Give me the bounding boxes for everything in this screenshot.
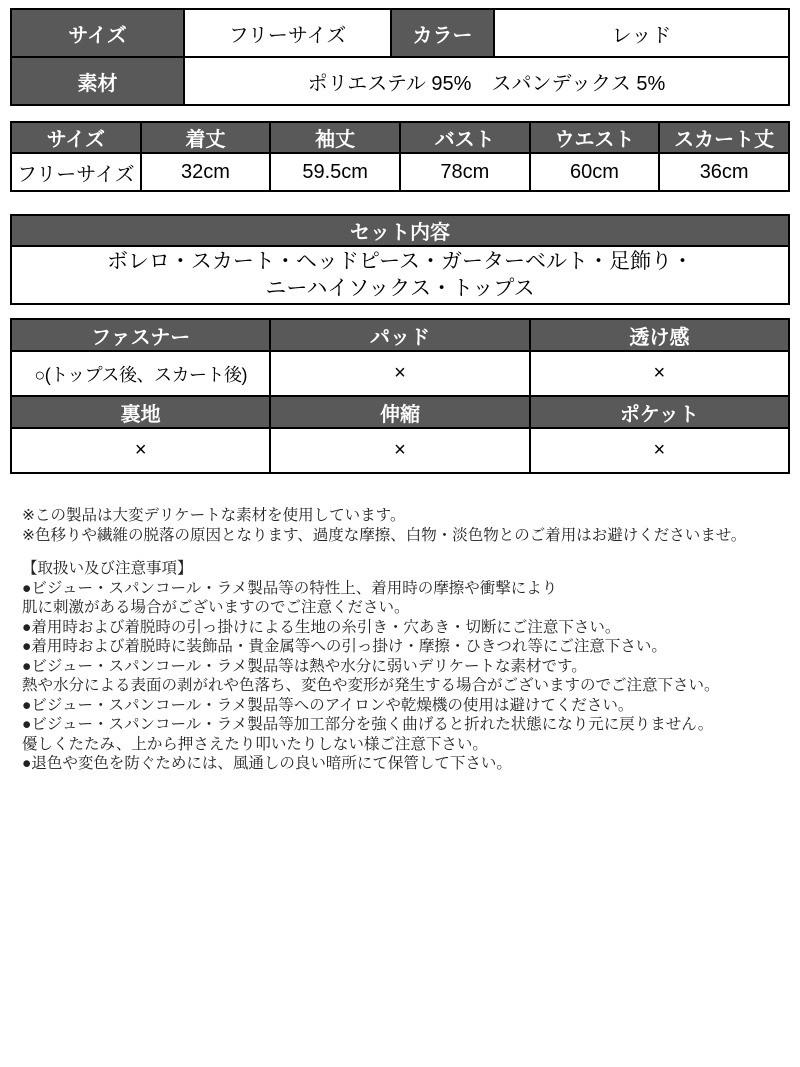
lining-value: × <box>11 428 270 473</box>
stretch-value: × <box>270 428 529 473</box>
care-line-10: ●退色や変色を防ぐためには、風通しの良い暗所にて保管して下さい。 <box>22 755 512 772</box>
fastener-header: ファスナー <box>11 319 270 351</box>
care-line-4: ●着用時および着脱時に装飾品・貴金属等への引っ掛け・摩擦・ひきつれ等にご注意下さい。 <box>22 638 667 655</box>
measurements-table <box>10 121 790 192</box>
set-contents-header-row <box>11 215 789 246</box>
measurements-size-value: フリーサイズ <box>11 153 141 191</box>
care-line-3: ●着用時および着脱時の引っ掛けによる生地の糸引き・穴あき・切断にご注意下さい。 <box>22 618 621 636</box>
measurements-bust-value: 78cm <box>400 153 530 191</box>
measurements-skirt-value: 36cm <box>659 153 789 191</box>
measurements-sleeve-value: 59.5cm <box>270 153 400 191</box>
measurements-header-size: サイズ <box>11 122 141 153</box>
spec-row-size-color <box>11 9 789 57</box>
measurements-header-length: 着丈 <box>141 122 271 153</box>
pad-header: パッド <box>270 319 529 351</box>
measurements-header-sleeve: 袖丈 <box>270 122 400 153</box>
material-note-line-2: ※色移りや繊維の脱落の原因となります、過度な摩擦、白物・淡色物とのご着用はお避けくださいませ。 <box>22 526 747 544</box>
features-value-row-2 <box>11 428 789 473</box>
set-contents-table <box>10 214 790 305</box>
sheerness-header: 透け感 <box>530 319 789 351</box>
material-label-cell: 素材 <box>11 57 184 105</box>
size-value-cell: フリーサイズ <box>184 9 391 57</box>
measurements-header-waist: ウエスト <box>530 122 660 153</box>
material-note-line-1: ※この製品は大変デリケートな素材を使用しています。 <box>22 507 406 524</box>
measurements-waist-value: 60cm <box>530 153 660 191</box>
color-value-cell: レッド <box>494 9 789 57</box>
care-line-9: 優しくたたみ、上から押さえたり叩いたりしない様ご注意下さい。 <box>22 735 488 753</box>
pocket-value: × <box>530 428 789 473</box>
pad-value: × <box>270 351 529 396</box>
set-contents-value-row <box>11 246 789 304</box>
fastener-value: ○(トップス後、スカート後) <box>11 351 270 396</box>
care-title: 【取扱い及び注意事項】 <box>22 560 193 577</box>
care-instructions <box>22 559 790 774</box>
pocket-header: ポケット <box>530 396 789 428</box>
set-contents-title: セット内容 <box>11 215 789 246</box>
features-header-row-1 <box>11 319 789 351</box>
size-label-cell: サイズ <box>11 9 184 57</box>
measurements-header-row <box>11 122 789 153</box>
measurements-value-row <box>11 153 789 191</box>
measurements-header-bust: バスト <box>400 122 530 153</box>
stretch-header: 伸縮 <box>270 396 529 428</box>
care-line-1: ●ビジュー・スパンコール・ラメ製品等の特性上、着用時の摩擦や衝撃により <box>22 579 558 597</box>
care-line-2: 肌に刺激がある場合がございますのでご注意ください。 <box>22 599 410 616</box>
set-contents-line-1: ボレロ・スカート・ヘッドピース・ガーターベルト・足飾り・ <box>106 250 694 273</box>
features-value-row-1 <box>11 351 789 396</box>
spec-row-material <box>11 57 789 105</box>
care-line-8: ●ビジュー・スパンコール・ラメ製品等加工部分を強く曲げると折れた状態になり元に戻りません。 <box>22 716 714 733</box>
material-notes <box>22 506 790 545</box>
material-value-cell: ポリエステル 95% スパンデックス 5% <box>184 57 789 105</box>
care-line-5: ●ビジュー・スパンコール・ラメ製品等は熱や水分に弱いデリケートな素材です。 <box>22 657 587 675</box>
set-contents-value-cell <box>11 246 789 304</box>
sheerness-value: × <box>530 351 789 396</box>
features-table <box>10 318 790 474</box>
measurements-length-value: 32cm <box>141 153 271 191</box>
spec-table <box>10 8 790 106</box>
set-contents-line-2: ニーハイソックス・トップス <box>265 277 535 300</box>
lining-header: 裏地 <box>11 396 270 428</box>
care-line-6: 熱や水分による表面の剥がれや色落ち、変色や変形が発生する場合がございますのでご注意下さい。 <box>22 677 720 694</box>
measurements-header-skirt: スカート丈 <box>659 122 789 153</box>
features-header-row-2 <box>11 396 789 428</box>
care-line-7: ●ビジュー・スパンコール・ラメ製品等へのアイロンや乾燥機の使用は避けてください。 <box>22 696 634 714</box>
color-label-cell: カラー <box>391 9 494 57</box>
